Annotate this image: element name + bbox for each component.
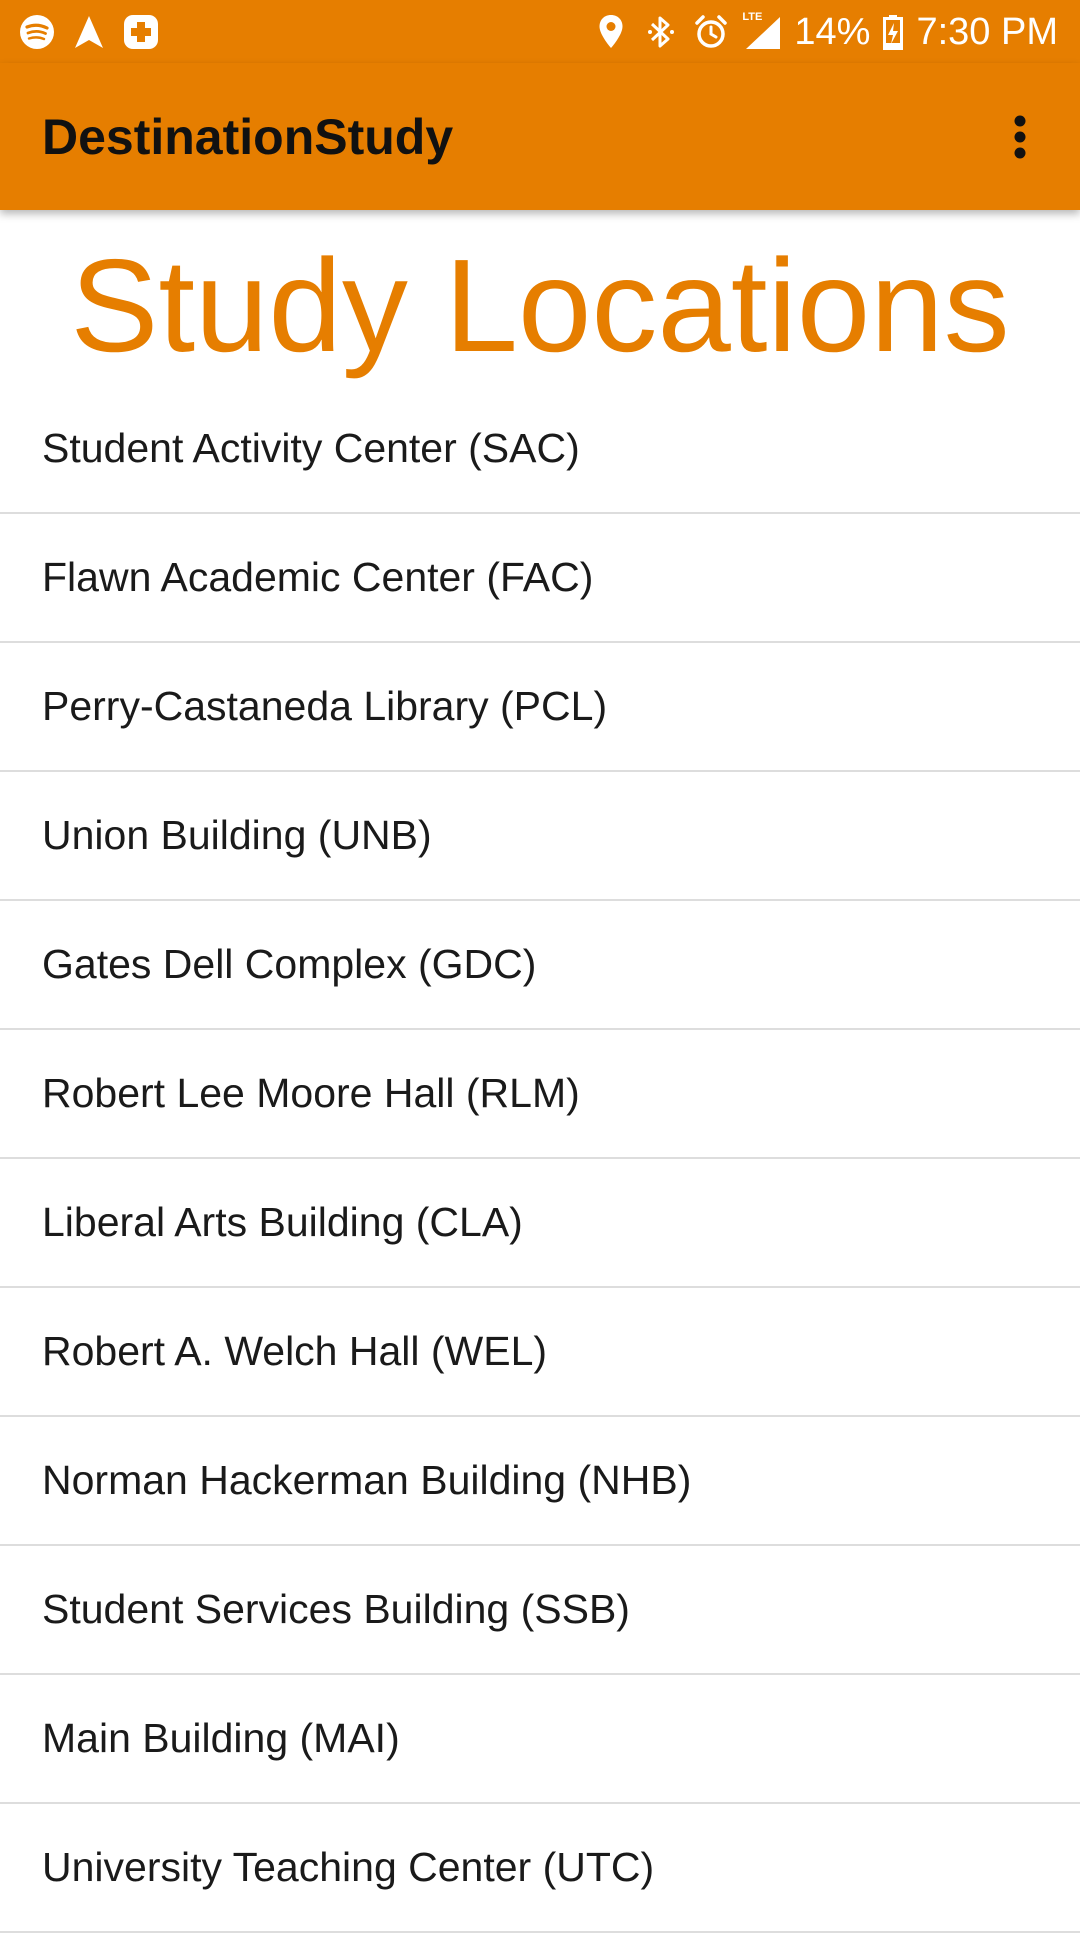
list-item[interactable]: University Teaching Center (UTC) xyxy=(0,1804,1080,1933)
bluetooth-icon xyxy=(642,13,680,51)
battery-percent: 14% xyxy=(794,10,871,53)
network-type-label: LTE xyxy=(742,10,763,23)
status-bar-left xyxy=(0,13,160,51)
app-bar xyxy=(0,63,1080,210)
list-item[interactable]: Flawn Academic Center (FAC) xyxy=(0,514,1080,643)
spotify-icon xyxy=(18,13,56,51)
status-bar-right xyxy=(592,10,1080,53)
list-item[interactable]: Main Building (MAI) xyxy=(0,1675,1080,1804)
navigation-icon xyxy=(70,13,108,51)
list-item[interactable]: Gates Dell Complex (GDC) xyxy=(0,901,1080,1030)
health-icon xyxy=(122,13,160,51)
list-item[interactable]: Robert A. Welch Hall (WEL) xyxy=(0,1288,1080,1417)
list-item[interactable]: Student Activity Center (SAC) xyxy=(0,385,1080,514)
list-item[interactable]: Norman Hackerman Building (NHB) xyxy=(0,1417,1080,1546)
app-title: DestinationStudy xyxy=(42,108,454,165)
page-title: Study Locations xyxy=(70,232,1010,379)
list-item[interactable]: Perry-Castaneda Library (PCL) xyxy=(0,643,1080,772)
list-item[interactable]: Liberal Arts Building (CLA) xyxy=(0,1159,1080,1288)
battery-charging-icon xyxy=(882,13,904,51)
list-item[interactable]: Robert Lee Moore Hall (RLM) xyxy=(0,1030,1080,1159)
list-item[interactable]: Union Building (UNB) xyxy=(0,772,1080,901)
status-bar xyxy=(0,0,1080,63)
more-vert-icon xyxy=(1013,115,1027,159)
location-icon xyxy=(592,13,630,51)
alarm-icon xyxy=(692,13,730,51)
overflow-menu-button[interactable] xyxy=(990,92,1050,182)
clock: 7:30 PM xyxy=(916,10,1058,53)
list-item[interactable]: Student Services Building (SSB) xyxy=(0,1546,1080,1675)
signal-icon xyxy=(742,10,782,51)
study-locations-list xyxy=(0,385,1080,1933)
